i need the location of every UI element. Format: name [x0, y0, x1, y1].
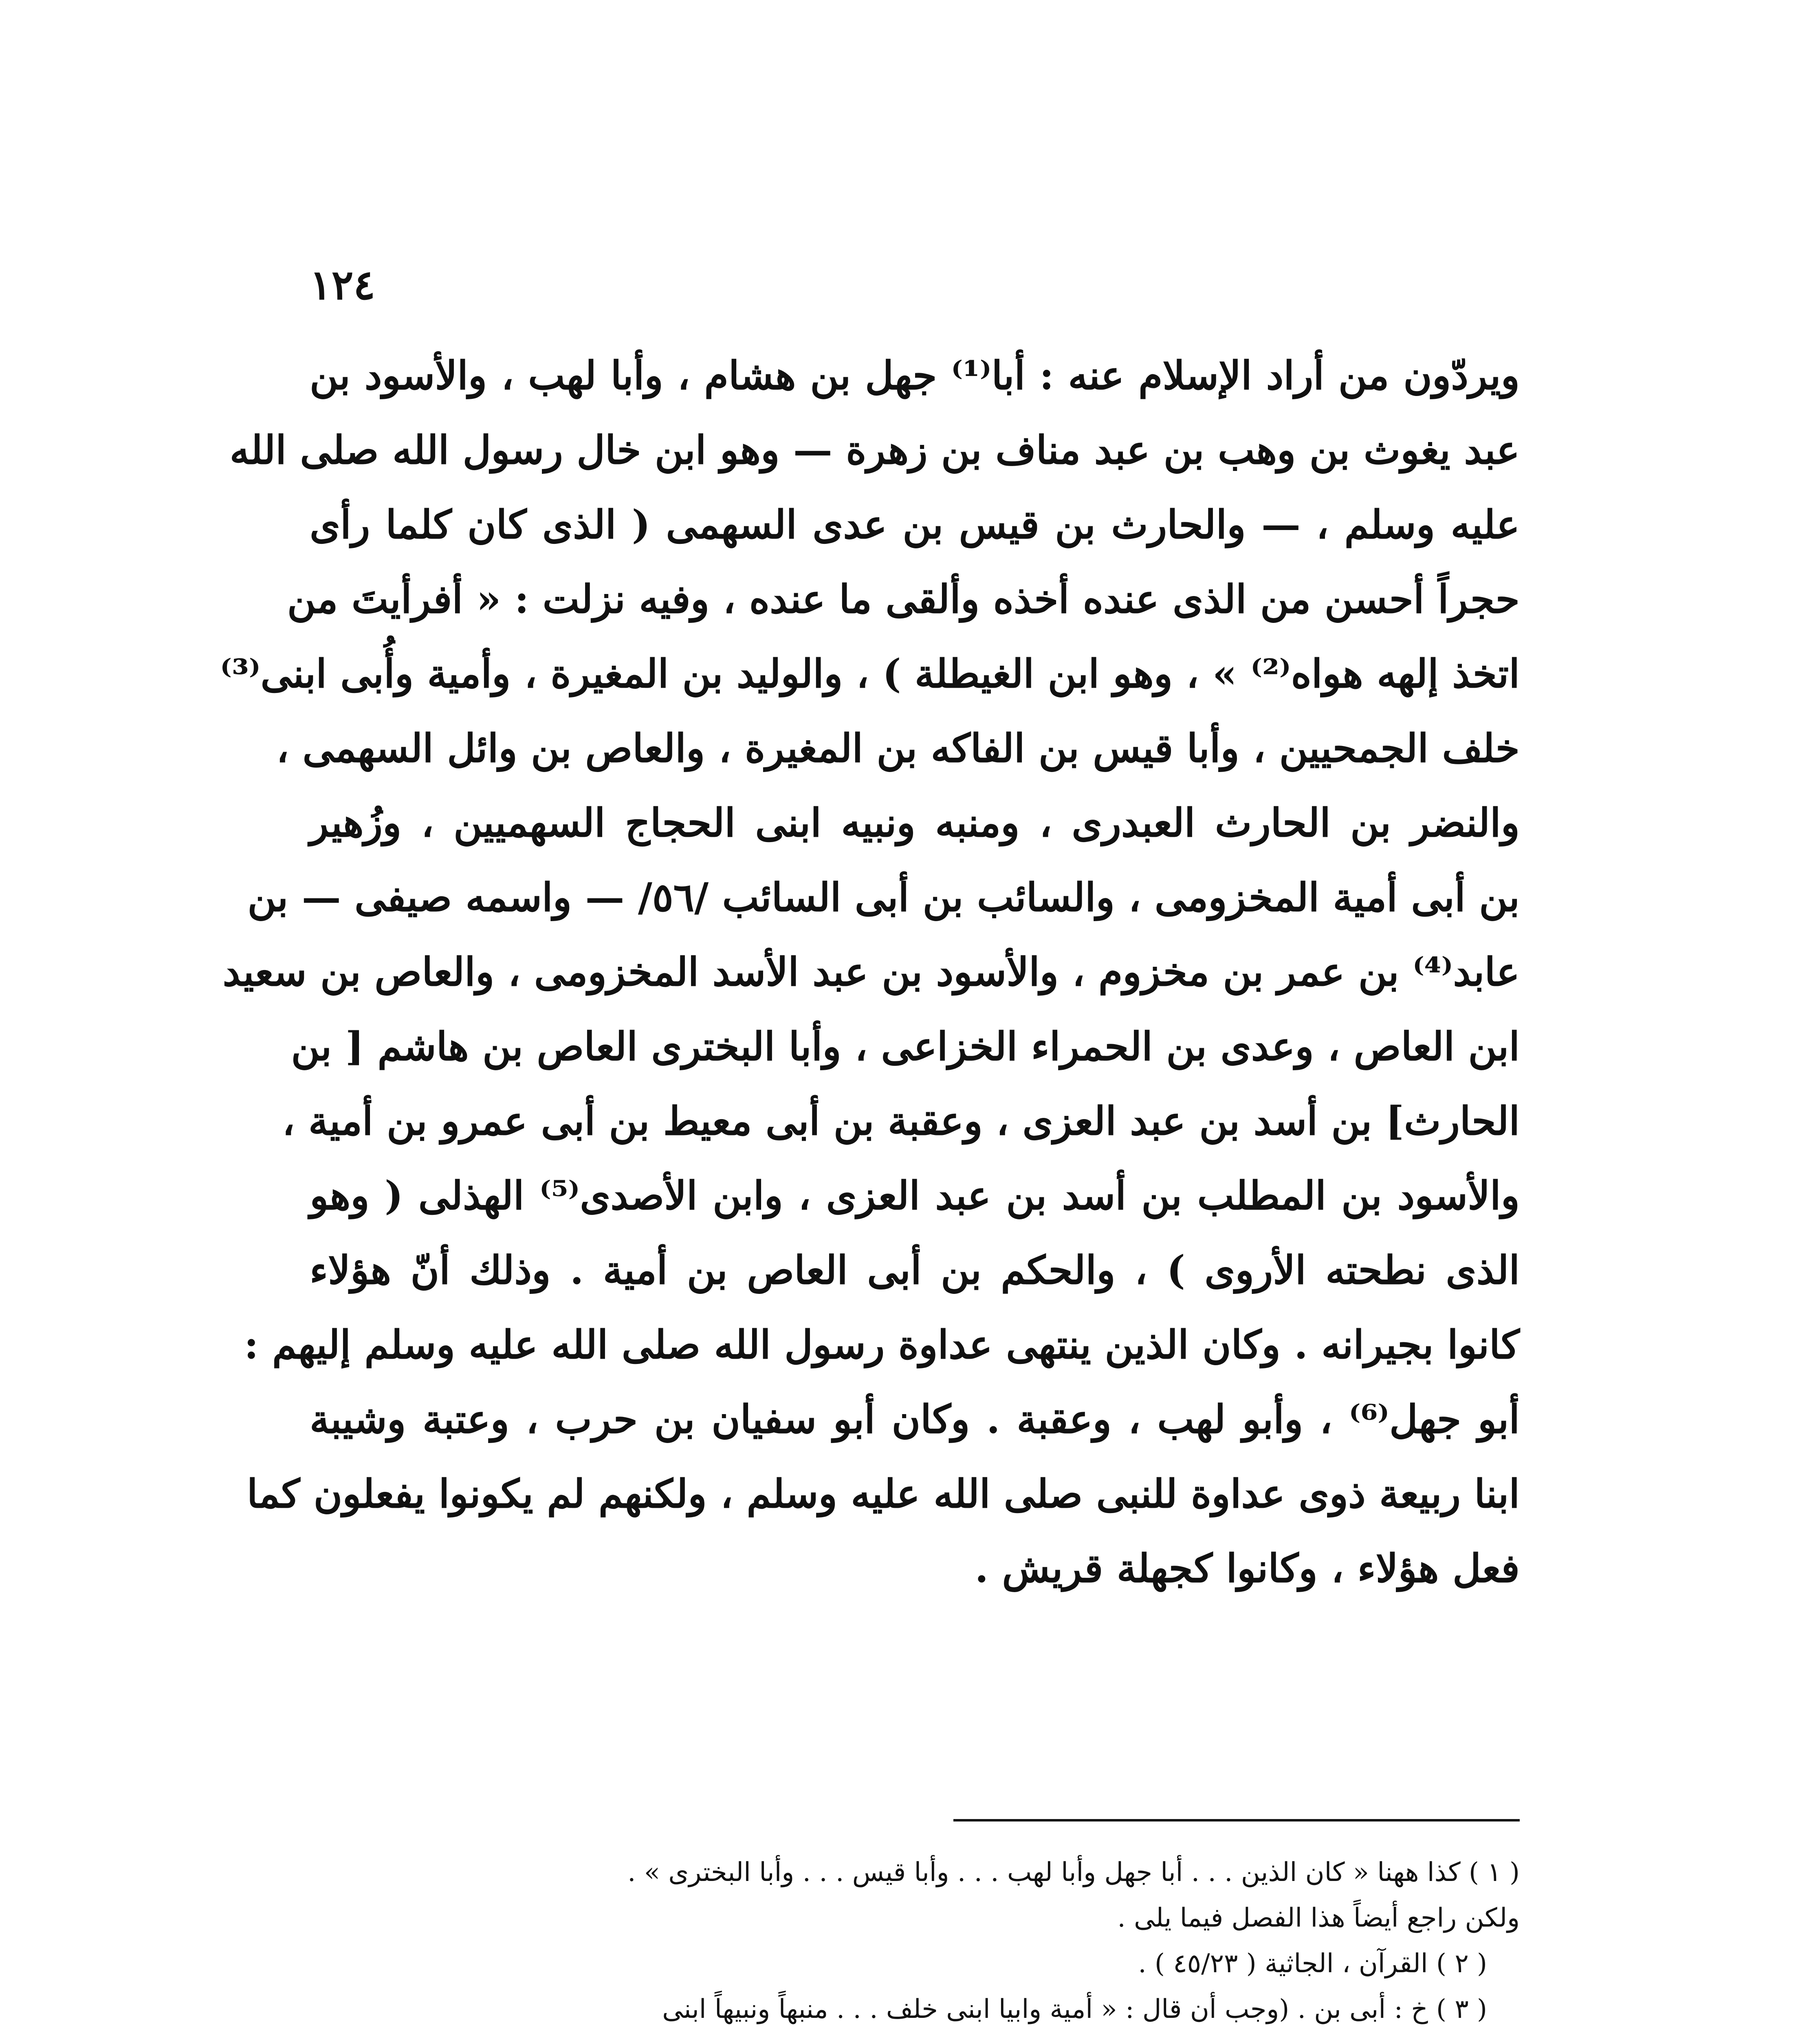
footnotes-block [310, 1850, 1520, 2037]
main-text-line: أبو جهل⁽⁶⁾ ، وأبو لهب ، وعقبة . وكان أبو سفيان بن حرب ، وعتبة وشيبة [310, 1396, 1520, 1442]
main-text-line: حجراً أحسن من الذى عنده أخذه وألقى ما عنده ، وفيه نزلت : « أفرأيتَ من [287, 576, 1520, 622]
footnote-line: ( ٣ ) خ : أبى بن . (وجب أن قال : « أمية وابيا ابنى خلف . . . منبهاً ونبيهاً ابنى [662, 1994, 1487, 2024]
footnote-line [310, 2032, 1520, 2037]
main-text-line: عابد⁽⁴⁾ بن عمر بن مخزوم ، والأسود بن عبد الأسد المخزومى ، والعاص بن سعيد [222, 949, 1520, 995]
main-text-line: عليه وسلم ، — والحارث بن قيس بن عدى السهمى ( الذى كان كلما رأى [310, 502, 1520, 548]
main-text-line: بن أبى أمية المخزومى ، والسائب بن أبى السائب /٥٦/ — واسمه صيفى — بن [247, 874, 1520, 920]
main-text-block [220, 338, 1520, 1606]
main-text-line: اتخذ إلهه هواه⁽²⁾ » ، وهو ابن الغيطلة ) ، والوليد بن المغيرة ، وأمية وأُبى ابنى⁽³⁾ [220, 651, 1520, 697]
footnote-line: ( ٢ ) القرآن ، الجاثية ( ٤٥/٢٣ ) . [1138, 1949, 1487, 1979]
main-text-line: كانوا بجيرانه . وكان الذين ينتهى عداوة رسول الله صلى الله عليه وسلم إليهم : [244, 1322, 1520, 1368]
main-text-line: فعل هؤلاء ، وكانوا كجهلة قريش . [975, 1545, 1520, 1591]
main-text-line: ويردّون من أراد الإسلام عنه : أبا⁽¹⁾ جهل بن هشام ، وأبا لهب ، والأسود بن [310, 352, 1520, 398]
main-text-line: ابن العاص ، وعدى بن الحمراء الخزاعى ، وأبا البخترى العاص بن هاشم [ بن [291, 1023, 1520, 1069]
main-text-line: الحارث] بن أسد بن عبد العزى ، وعقبة بن أبى معيط بن أبى عمرو بن أمية ، [282, 1098, 1520, 1144]
footnote-line: ( ١ ) كذا ههنا « كان الذين . . . أبا جهل وأبا لهب . . . وأبا قيس . . . وأبا البخترى » . [627, 1857, 1520, 1887]
main-text-line: والنضر بن الحارث العبدرى ، ومنبه ونبيه ابنى الحجاج السهميين ، وزُهير [310, 800, 1520, 846]
main-text-line: ابنا ربيعة ذوى عداوة للنبى صلى الله عليه وسلم ، ولكنهم لم يكونوا يفعلون كما [246, 1471, 1520, 1517]
main-text-line: خلف الجمحيين ، وأبا قيس بن الفاكه بن المغيرة ، والعاص بن وائل السهمى ، [276, 725, 1520, 771]
main-text-line: الذى نطحته الأروى ) ، والحكم بن أبى العاص بن أمية . وذلك أنّ هؤلاء [310, 1247, 1520, 1293]
footnote-divider [953, 1819, 1520, 1821]
main-text-line: عبد يغوث بن وهب بن عبد مناف بن زهرة — وهو ابن خال رسول الله صلى الله [229, 427, 1520, 473]
page-number: ١٢٤ [310, 261, 376, 309]
footnote-line: ولكن راجع أيضاً هذا الفصل فيما يلى . [1117, 1903, 1520, 1933]
main-text-line: والأسود بن المطلب بن أسد بن عبد العزى ، وابن الأصدى⁽⁵⁾ الهذلى ( وهو [310, 1172, 1520, 1219]
